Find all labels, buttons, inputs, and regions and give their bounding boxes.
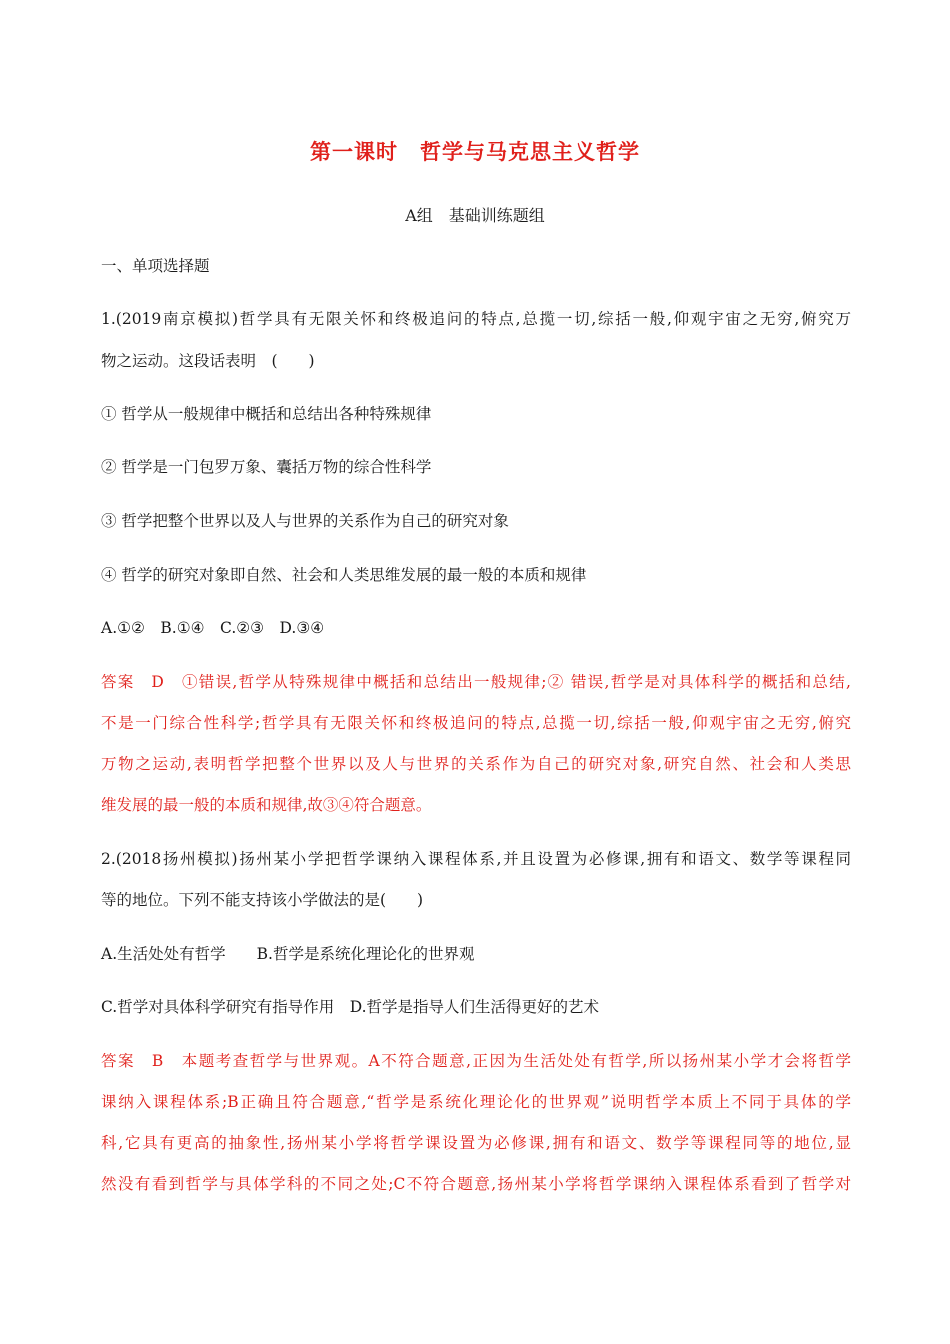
question-2-stem-line-1: 2.(2018扬州模拟)扬州某小学把哲学课纳入课程体系,并且设置为必修课,拥有和语文、数学等课程同 [101,850,851,868]
page-title: 第一课时 哲学与马克思主义哲学 [310,140,640,164]
question-2-choices-ab: A.生活处处有哲学 B.哲学是系统化理论化的世界观 [101,945,475,963]
question-2-choices-cd: C.哲学对具体科学研究有指导作用 D.哲学是指导人们生活得更好的艺术 [101,998,600,1016]
question-1-stem-line-1: 1.(2019南京模拟)哲学具有无限关怀和终极追问的特点,总揽一切,综括一般,仰观宇宙之无穷,俯究万 [101,310,851,328]
question-1-option-1: ① 哲学从一般规律中概括和总结出各种特殊规律 [101,405,432,423]
group-subtitle: A组 基础训练题组 [405,206,545,225]
answer-1-line-1: 答案 D ①错误,哲学从特殊规律中概括和总结出一般规律;② 错误,哲学是对具体科学的概括和总结, [101,673,851,691]
question-1-option-2: ② 哲学是一门包罗万象、囊括万物的综合性科学 [101,458,432,476]
question-1-stem-line-2: 物之运动。这段话表明 ( ) [101,352,315,370]
question-1-option-4: ④ 哲学的研究对象即自然、社会和人类思维发展的最一般的本质和规律 [101,566,587,584]
answer-1-line-3: 万物之运动,表明哲学把整个世界以及人与世界的关系作为自己的研究对象,研究自然、社会和人类思 [101,755,851,773]
answer-2-line-4: 然没有看到哲学与具体学科的不同之处;C不符合题意,扬州某小学将哲学课纳入课程体系看到了哲学对 [101,1175,851,1193]
answer-1-line-2: 不是一门综合性科学;哲学具有无限关怀和终极追问的特点,总揽一切,综括一般,仰观宇宙之无穷,俯究 [101,714,851,732]
answer-2-line-1: 答案 B 本题考查哲学与世界观。A不符合题意,正因为生活处处有哲学,所以扬州某小学才会将哲学 [101,1052,851,1070]
question-2-stem-line-2: 等的地位。下列不能支持该小学做法的是( ) [101,891,424,909]
answer-1-line-4: 维发展的最一般的本质和规律,故③④符合题意。 [101,796,432,814]
section-heading: 一、单项选择题 [101,257,210,275]
answer-2-line-2: 课纳入课程体系;B正确且符合题意,“哲学是系统化理论化的世界观”说明哲学本质上不同于具体的学 [101,1093,851,1111]
question-1-choices: A.①② B.①④ C.②③ D.③④ [101,619,325,637]
question-1-option-3: ③ 哲学把整个世界以及人与世界的关系作为自己的研究对象 [101,512,509,530]
answer-2-line-3: 科,它具有更高的抽象性,扬州某小学将哲学课设置为必修课,拥有和语文、数学等课程同等的地位,显 [101,1134,851,1152]
